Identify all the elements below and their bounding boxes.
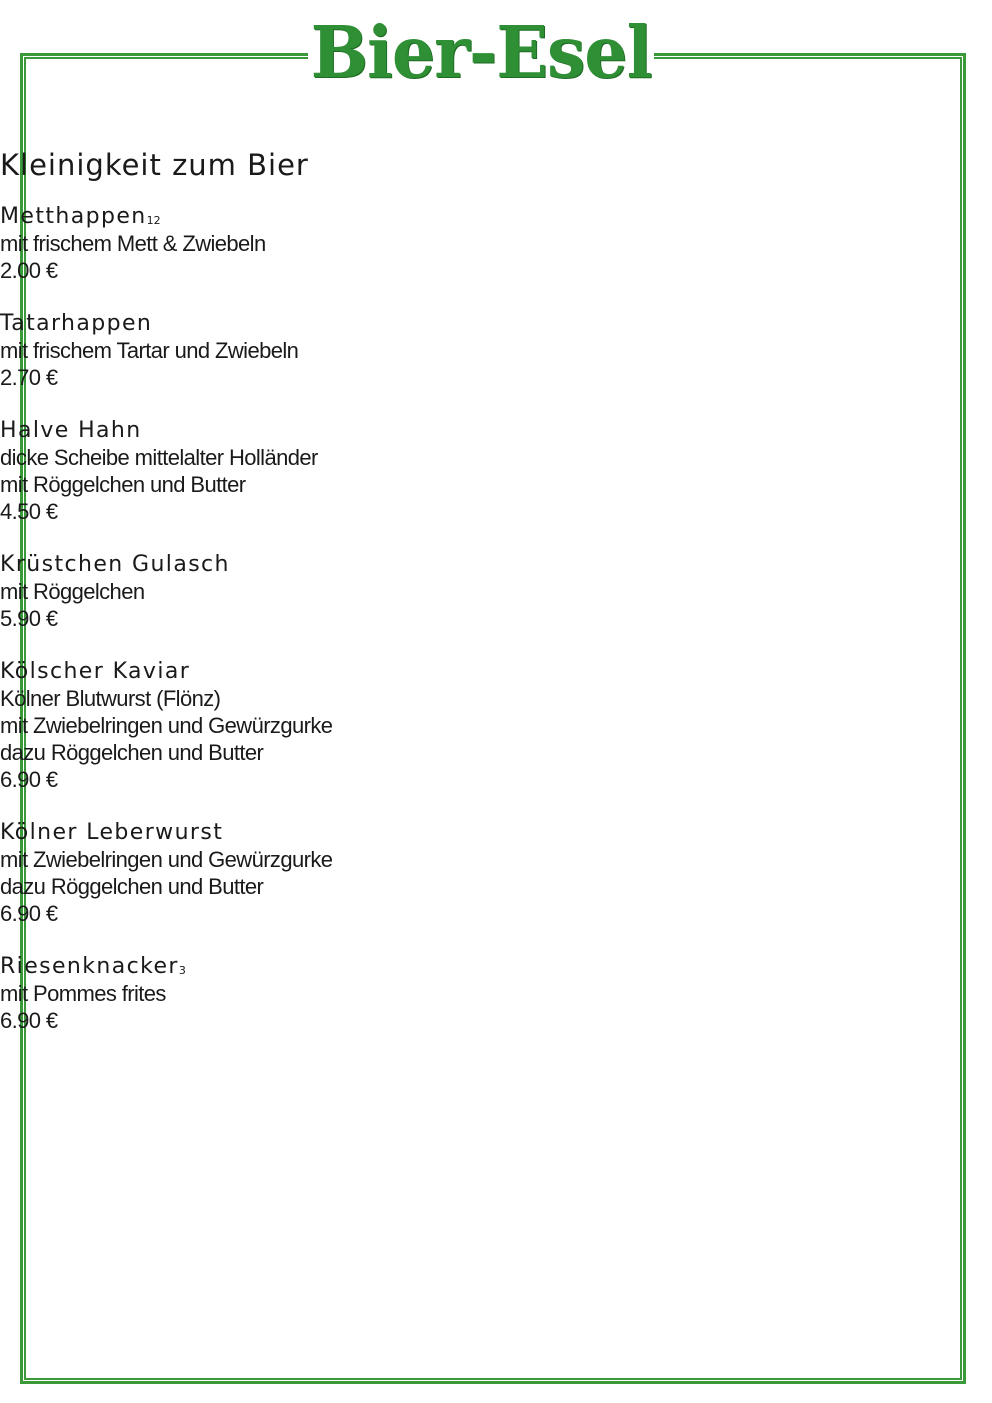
menu-item xyxy=(0,953,976,1034)
menu-item-name xyxy=(0,658,976,685)
section-title: Kleinigkeit zum Bier xyxy=(0,148,309,182)
menu-item xyxy=(0,551,976,632)
menu-item-description: dicke Scheibe mittelalter Holländer xyxy=(0,445,318,470)
menu-item-name xyxy=(0,819,976,846)
menu-item-price: 6.90 € xyxy=(0,901,58,926)
menu-item-name-text: Riesenknacker xyxy=(0,954,179,979)
menu-item-name-text: Kölner Leberwurst xyxy=(0,820,224,845)
menu-item-name-text: Metthappen xyxy=(0,204,147,229)
menu-item-name-text: Kölscher Kaviar xyxy=(0,659,191,684)
menu-item-price: 2.70 € xyxy=(0,365,58,390)
menu-item-description: mit Zwiebelringen und Gewürzgurke xyxy=(0,713,333,738)
menu-item-name xyxy=(0,310,976,337)
menu-item xyxy=(0,658,976,793)
menu-item-name xyxy=(0,953,976,980)
menu-item-description: dazu Röggelchen und Butter xyxy=(0,874,264,899)
menu-item-footnote: 3 xyxy=(178,964,186,977)
menu-item-name-text: Krüstchen Gulasch xyxy=(0,552,230,577)
menu-item-description: mit Zwiebelringen und Gewürzgurke xyxy=(0,847,333,872)
menu-item-description: mit Röggelchen und Butter xyxy=(0,472,246,497)
brand-logo xyxy=(308,8,654,108)
menu-item-name-text: Tatarhappen xyxy=(0,311,153,336)
menu-item-price: 2.00 € xyxy=(0,258,58,283)
menu-item xyxy=(0,417,976,525)
menu-item xyxy=(0,203,976,284)
menu-item-footnote: 12 xyxy=(146,214,161,227)
menu-item-description: dazu Röggelchen und Butter xyxy=(0,740,264,765)
menu-item-price: 6.90 € xyxy=(0,1008,58,1033)
menu-item-name xyxy=(0,417,976,444)
menu-item-description: Kölner Blutwurst (Flönz) xyxy=(0,686,221,711)
menu-item-name xyxy=(0,551,976,578)
brand-logo-text: Bier-Esel xyxy=(310,11,652,96)
menu-item xyxy=(0,310,976,391)
menu-item-price: 6.90 € xyxy=(0,767,58,792)
menu-item-price: 5.90 € xyxy=(0,606,58,631)
menu-item-description: mit frischem Tartar und Zwiebeln xyxy=(0,338,299,363)
menu-item-price: 4.50 € xyxy=(0,499,58,524)
menu-item-description: mit Röggelchen xyxy=(0,579,145,604)
menu-list xyxy=(0,203,976,1060)
menu-item-name xyxy=(0,203,976,230)
menu-item-description: mit frischem Mett & Zwiebeln xyxy=(0,231,266,256)
menu-item-name-text: Halve Hahn xyxy=(0,418,142,443)
menu-item-description: mit Pommes frites xyxy=(0,981,166,1006)
menu-item xyxy=(0,819,976,927)
